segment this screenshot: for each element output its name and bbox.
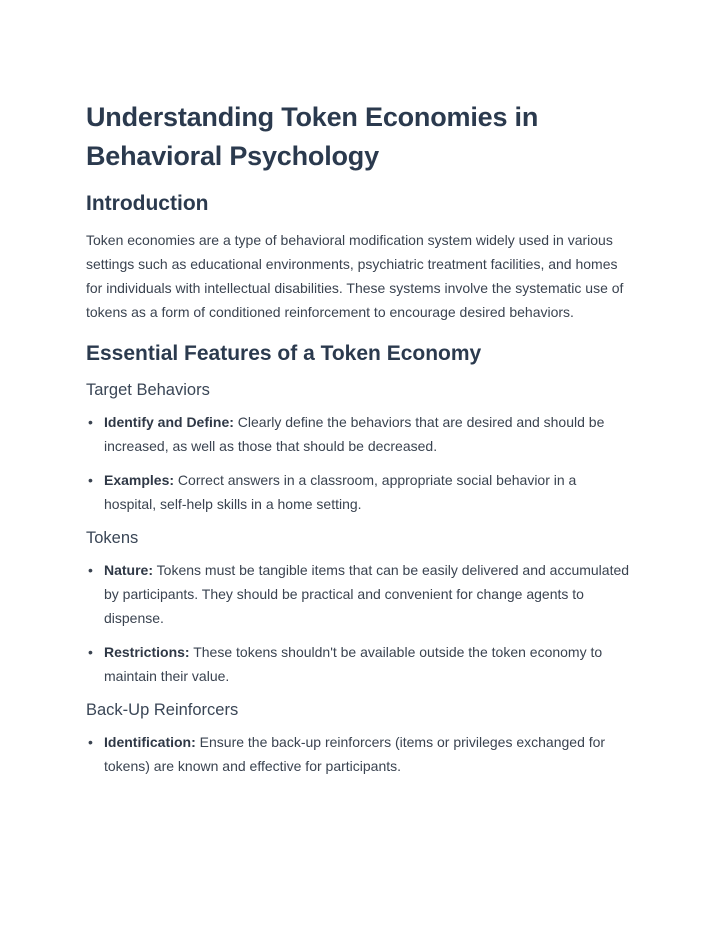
page-title: Understanding Token Economies in Behavioral Psychology	[86, 102, 539, 171]
introduction-heading: Introduction	[86, 192, 209, 215]
item-text: These tokens shouldn't be available outside the token economy to maintain their value.	[104, 644, 603, 684]
item-text: Correct answers in a classroom, appropriate social behavior in a hospital, self-help skills in a home setting.	[104, 472, 577, 512]
bullet-icon: •	[88, 472, 93, 488]
item-label: Restrictions:	[104, 644, 190, 660]
item-label: Examples:	[104, 472, 175, 488]
backup-reinforcers-heading: Back-Up Reinforcers	[86, 701, 239, 719]
backup-reinforcers-list	[86, 730, 630, 778]
item-text: Ensure the back-up reinforcers (items or privileges exchanged for tokens) are known and effective for participants.	[104, 734, 606, 774]
bullet-icon: •	[88, 644, 93, 660]
features-heading: Essential Features of a Token Economy	[86, 342, 482, 365]
tokens-heading: Tokens	[86, 529, 139, 547]
list-item	[86, 640, 630, 688]
introduction-paragraph: Token economies are a type of behavioral modification system widely used in various settings such as educational environments, psychiatric treatment facilities, and homes for individuals with intellectual disabilities. These systems involve the systematic use of tokens as a form of conditioned reinforcement to encourage desired behaviors.	[86, 232, 624, 320]
bullet-icon: •	[88, 734, 93, 750]
list-item	[86, 410, 630, 458]
item-text: Tokens must be tangible items that can be easily delivered and accumulated by participants. They should be practical and convenient for change agents to dispense.	[104, 562, 630, 626]
target-behaviors-list	[86, 410, 630, 516]
bullet-icon: •	[88, 562, 93, 578]
list-item	[86, 558, 630, 630]
bullet-icon: •	[88, 414, 93, 430]
item-label: Identification:	[104, 734, 196, 750]
list-item	[86, 730, 630, 778]
item-text: Clearly define the behaviors that are desired and should be increased, as well as those that should be decreased.	[104, 414, 605, 454]
item-label: Identify and Define:	[104, 414, 234, 430]
item-label: Nature:	[104, 562, 154, 578]
tokens-list	[86, 558, 630, 688]
target-behaviors-heading: Target Behaviors	[86, 381, 210, 399]
list-item	[86, 468, 630, 516]
